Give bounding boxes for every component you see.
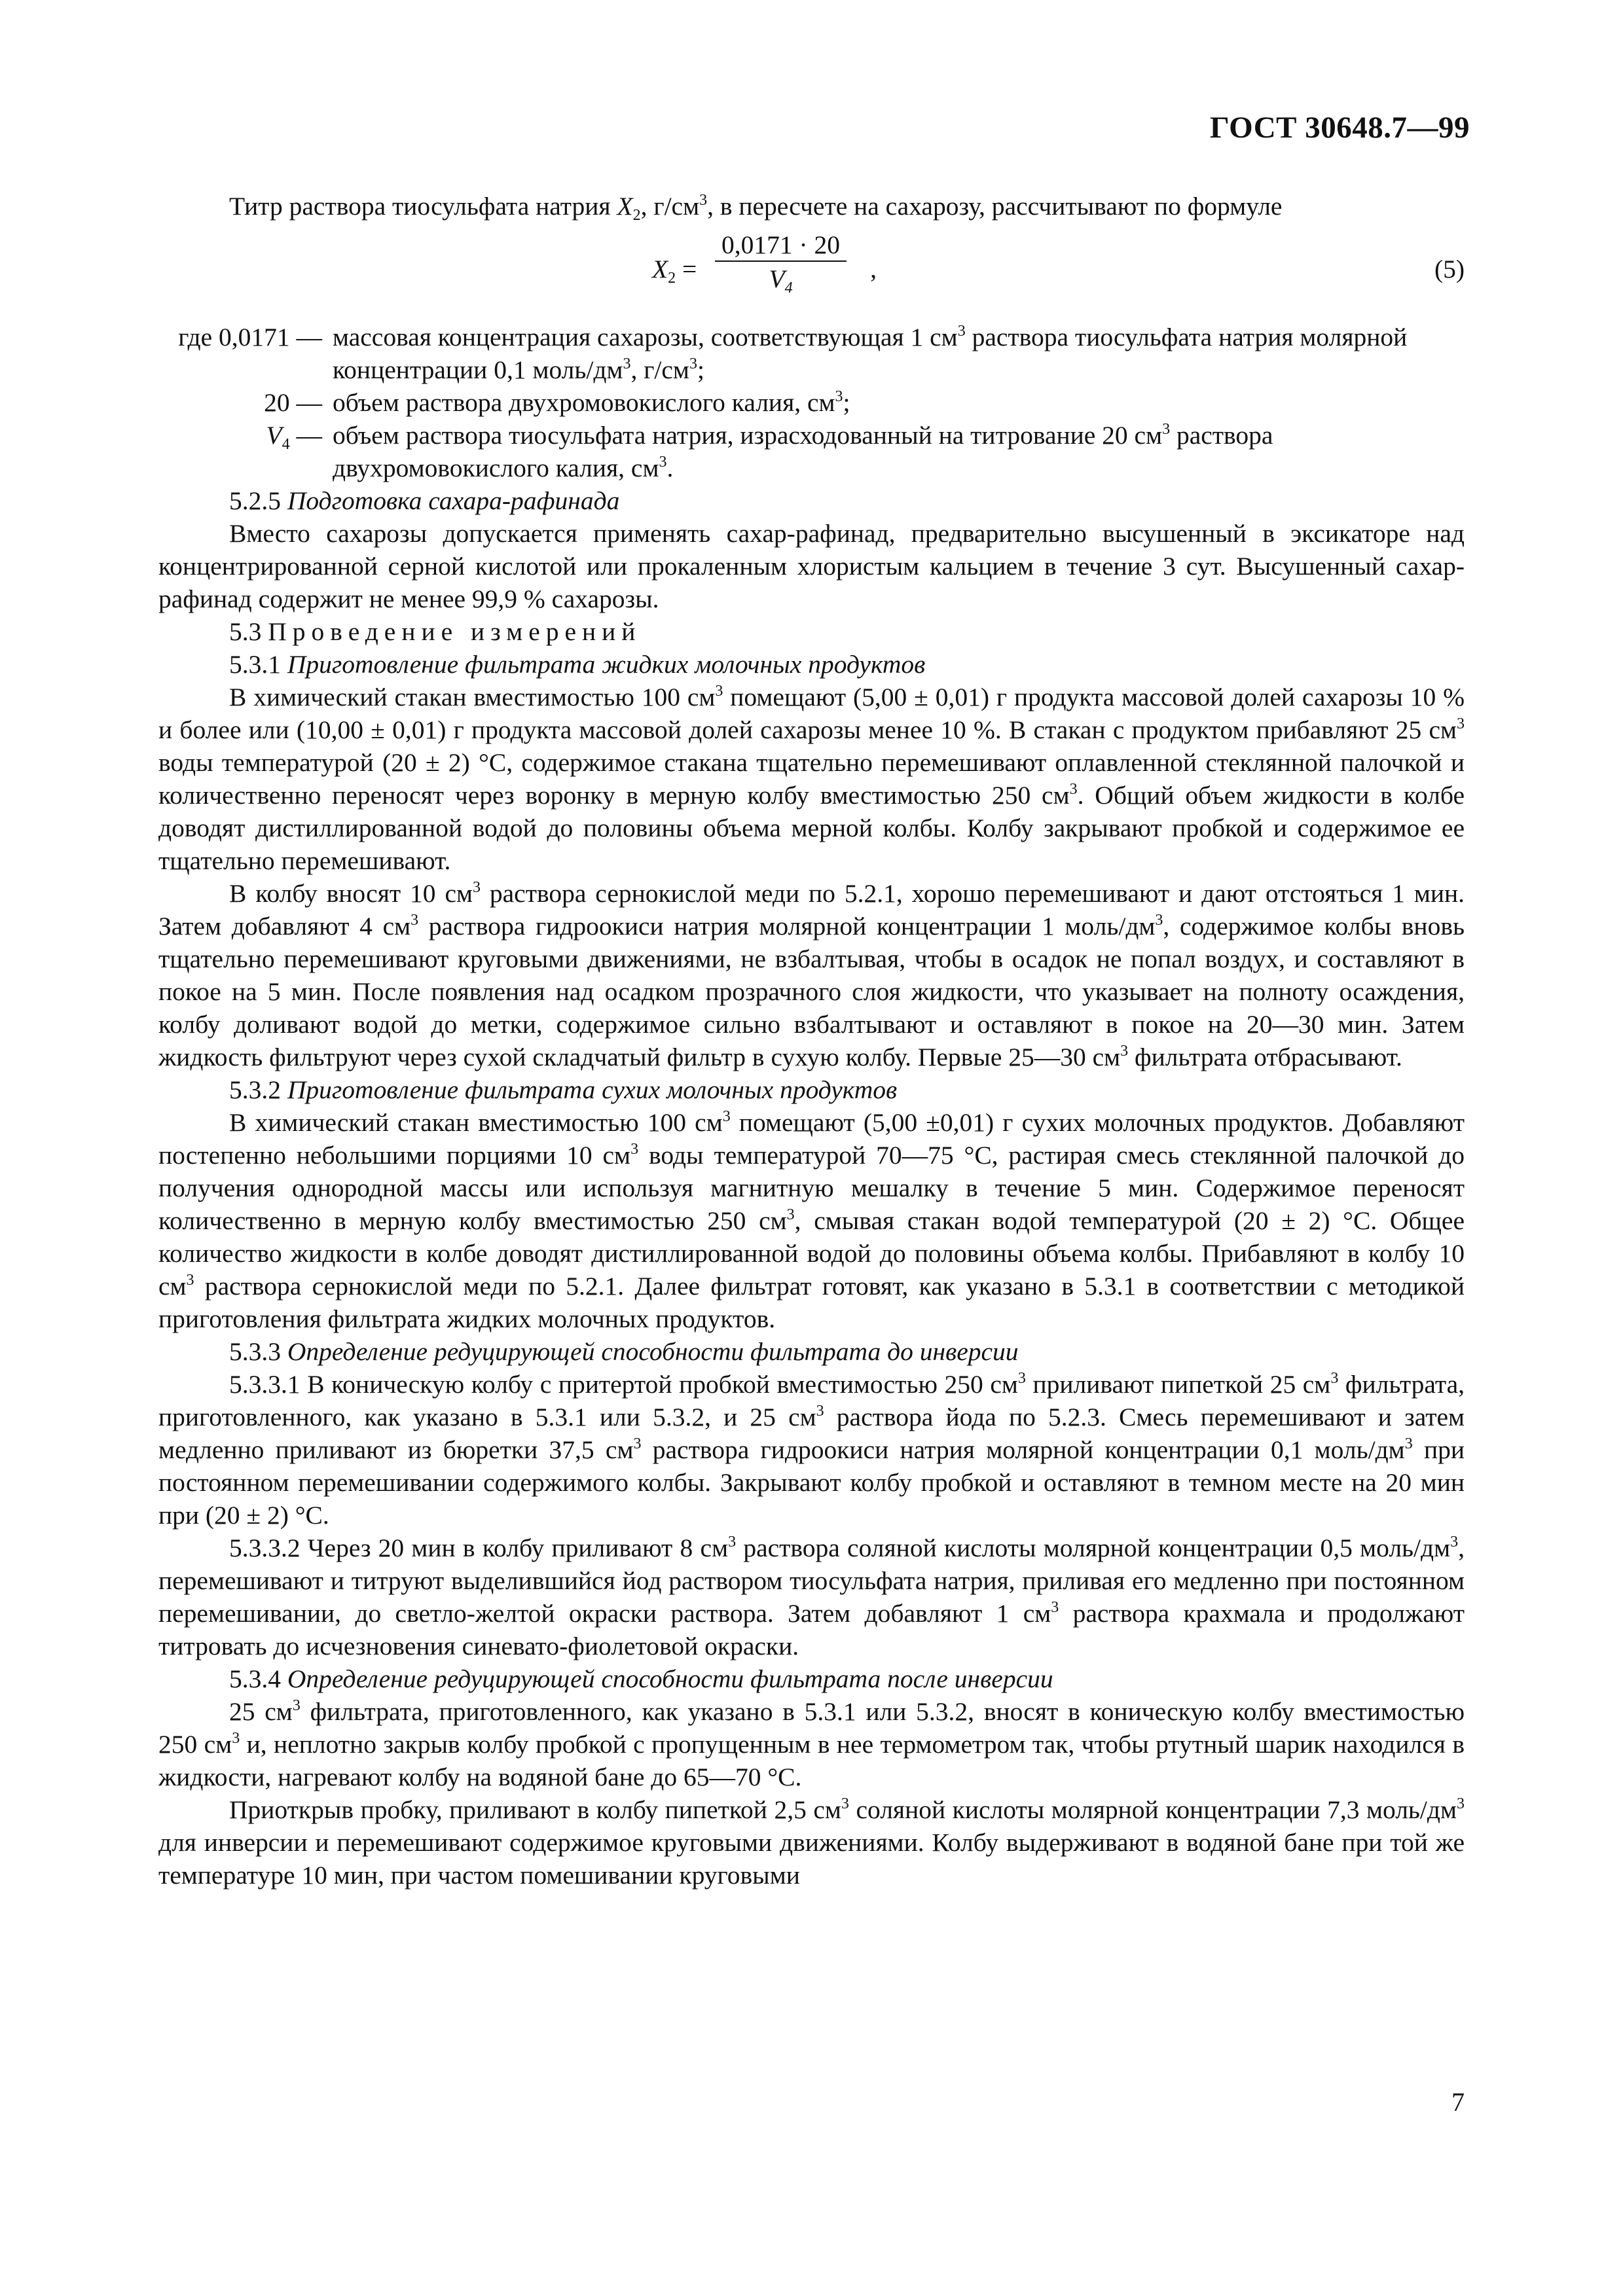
paragraph-text: помещают (5,00 ±0,01) г сухих молочных продуктов. Добавляют постепенно небольшими порциями 10 см: [158, 1108, 1465, 1170]
paragraph-text: 5.3.3.1 В коническую колбу с притертой пробкой вместимостью 250 см: [229, 1370, 1018, 1399]
legend-text-part: раствора тиосульфата натрия молярной концентрации 0,1 моль/дм: [333, 323, 1408, 384]
section-title: Определение редуцирующей способности фильтрата после инверсии: [287, 1664, 1053, 1693]
section-number: 5.3: [229, 617, 262, 646]
superscript: 3: [689, 355, 697, 372]
paragraph-text: раствора йода по 5.2.3. Смесь перемешивают и затем медленно приливают из бюретки 37,5 см: [158, 1403, 1465, 1464]
formula-comma: ,: [870, 255, 877, 283]
superscript: 3: [659, 454, 667, 471]
paragraph-text: раствора гидроокиси натрия молярной концентрации 1 моль/дм: [418, 912, 1156, 941]
paragraph-text: раствора сернокислой меди по 5.2.1, хорошо перемешивают и дают отстояться 1 мин. Затем добавляют 4 см: [158, 879, 1465, 941]
superscript: 3: [1457, 715, 1465, 732]
legend-text: [333, 321, 1465, 386]
formula-lhs: $X_2$ =: [652, 255, 697, 287]
paragraph-text: воды температурой (20 ± 2) °С, содержимое стакана тщательно перемешивают оплавленной стеклянной палочкой и количественно переносят через воронку в мерную колбу вместимостью 250 см: [158, 748, 1465, 810]
paragraph-text: помещают (5,00 ± 0,01) г продукта массовой долей сахарозы 10 % и более или (10,00 ± 0,01) г продукта массовой долей сахарозы менее 10 %. В стакан с продуктом прибавляют 25 см: [158, 683, 1465, 744]
paragraph: [158, 1532, 1465, 1662]
formula-intro-text: Титр раствора тиосульфата натрия: [229, 192, 617, 221]
section-heading: [158, 1335, 1465, 1368]
legend-text-part: ;: [697, 355, 704, 384]
legend-key: где 0,0171 —: [178, 323, 322, 351]
superscript: 3: [623, 355, 631, 372]
paragraph-text: и, неплотно закрыв колбу пробкой с пропущенным в нее термометром так, чтобы ртутный шарик находился в жидкости, нагревают колбу на водяной бане до 65—70 °С.: [158, 1730, 1465, 1791]
paragraph-text: соляной кислоты молярной концентрации 7,3 моль/дм: [848, 1795, 1457, 1824]
superscript: 3: [633, 1435, 642, 1452]
section-heading: [158, 1073, 1465, 1106]
superscript: 3: [232, 1730, 240, 1747]
superscript: 3: [957, 323, 966, 340]
superscript: 3: [816, 1403, 824, 1420]
superscript: 3: [1330, 1370, 1339, 1387]
legend-text-part: ;: [843, 388, 850, 417]
legend-key: 20 —: [264, 388, 322, 417]
superscript: 3: [1162, 421, 1171, 438]
superscript: 3: [1404, 1435, 1413, 1452]
formula-numerator: 0,0171 · 20: [715, 229, 847, 262]
formula-intro-unit: , г/см: [640, 192, 700, 221]
superscript: 3: [186, 1272, 194, 1289]
legend-text-part: массовая концентрация сахарозы, соответствующая 1 см: [333, 323, 958, 351]
legend-text-part: объем раствора двухромовокислого калия, см: [333, 388, 835, 417]
superscript: 3: [728, 1534, 737, 1551]
section-heading: [158, 648, 1465, 681]
legend-text-part: объем раствора тиосульфата натрия, израсходованный на титрование 20 см: [333, 421, 1163, 450]
superscript: 3: [1450, 1534, 1459, 1551]
section-title: Приготовление фильтрата сухих молочных продуктов: [287, 1075, 898, 1104]
legend-key-subscript: 4: [282, 436, 290, 453]
paragraph-text: фильтрата отбрасывают.: [1128, 1043, 1402, 1071]
superscript: 3: [841, 1795, 849, 1812]
formula-intro-superscript: 3: [699, 192, 708, 209]
paragraph-text: раствора сернокислой меди по 5.2.1. Далее фильтрат готовят, как указано в 5.3.1 в соответствии с методикой приготовления фильтрата жидких молочных продуктов.: [158, 1272, 1465, 1333]
paragraph-text: 25 см: [229, 1697, 293, 1726]
superscript: 3: [1120, 1043, 1129, 1060]
paragraph-text: . Общий объем жидкости в колбе доводят дистиллированной водой до половины объема мерной колбы. Колбу закрывают пробкой и содержимое ее тщательно перемешивают.: [158, 781, 1465, 875]
superscript: 3: [786, 1206, 795, 1223]
section-title: Определение редуцирующей способности фильтрата до инверсии: [287, 1337, 1019, 1366]
paragraph-text: воды температурой 70—75 °С, растирая смесь стеклянной палочкой до получения однородной массы или используя магнитную мешалку в течение 5 мин. Содержимое переносят количественно в мерную колбу вместимостью 250 см: [158, 1141, 1465, 1235]
paragraph-text: , содержимое колбы вновь тщательно перемешивают круговыми движениями, не взбалтывая, чтобы в осадок не попал воздух, и составляют в покое на 5 мин. После появления над осадком прозрачного слоя жидкости, что указывает на полноту осаждения, колбу доливают водой до метки, содержимое сильно взбалтывают и оставляют в покое на 20—30 мин. Затем жидкость фильтруют через сухой складчатый фильтр в сухую колбу. Первые 25—30 см: [158, 912, 1465, 1071]
superscript: 3: [835, 388, 843, 405]
superscript: 3: [722, 1108, 731, 1125]
formula-intro: [158, 190, 1465, 223]
paragraph: [158, 877, 1465, 1073]
formula-denominator-subscript: 4: [784, 279, 793, 296]
section-heading: [158, 615, 1465, 648]
formula-5: [158, 226, 1465, 312]
paragraph-text: В химический стакан вместимостью 100 см: [229, 683, 716, 711]
formula-lhs-variable: X: [652, 255, 668, 283]
formula-intro-subscript: 2: [632, 207, 641, 224]
paragraph-text: В химический стакан вместимостью 100 см: [229, 1108, 723, 1137]
legend-text-part: раствора двухромовокислого калия, см: [333, 421, 1273, 482]
legend-text: [333, 386, 1465, 419]
paragraph-text: раствора соляной кислоты молярной концентрации 0,5 моль/дм: [736, 1534, 1451, 1562]
paragraph-text: приливают пипеткой 25 см: [1025, 1370, 1331, 1399]
page-number: 7: [1451, 2087, 1465, 2117]
section-title: Подготовка сахара-рафинада: [287, 486, 620, 515]
formula-denominator: [715, 262, 847, 296]
superscript: 3: [472, 879, 481, 896]
formula-number: (5): [1434, 255, 1465, 283]
paragraph-text: раствора гидроокиси натрия молярной концентрации 0,1 моль/дм: [641, 1435, 1405, 1464]
paragraph-text: фильтрата, приготовленного, как указано в 5.3.1 или 5.3.2, вносят в коническую колбу вместимостью 250 см: [158, 1697, 1465, 1759]
section-number: 5.3.3: [229, 1337, 281, 1366]
paragraph: [158, 1106, 1465, 1335]
superscript: 3: [715, 683, 723, 700]
paragraph-text: Приоткрыв пробку, приливают в колбу пипеткой 2,5 см: [229, 1795, 841, 1824]
legend-key: [158, 419, 333, 484]
superscript: 3: [1155, 912, 1163, 929]
paragraph-text: В колбу вносят 10 см: [229, 879, 473, 908]
paragraph: Вместо сахарозы допускается применять сахар-рафинад, предварительно высушенный в эксикаторе над концентрированной серной кислотой или прокаленным хлористым кальцием в течение 3 сут. Высушенный сахар-рафинад содержит не менее 99,9 % сахарозы.: [158, 519, 1465, 613]
section-heading: [158, 1662, 1465, 1695]
paragraph: [158, 1695, 1465, 1793]
legend-text-part: , г/см: [630, 355, 689, 384]
paragraph-text: 5.3.3.2 Через 20 мин в колбу приливают 8 см: [229, 1534, 729, 1562]
superscript: 3: [292, 1697, 301, 1714]
superscript: 3: [410, 912, 419, 929]
paragraph-text: при постоянном перемешивании содержимого колбы. Закрывают колбу пробкой и оставляют в темном месте на 20 мин при (20 ± 2) °С.: [158, 1435, 1465, 1530]
superscript: 3: [1017, 1370, 1026, 1387]
paragraph-text: , смывая стакан водой температурой (20 ± 2) °С. Общее количество жидкости в колбе доводят дистиллированной водой до половины объема колбы. Прибавляют в колбу 10 см: [158, 1206, 1465, 1300]
section-number: 5.2.5: [229, 486, 281, 515]
formula-intro-variable: X: [617, 192, 633, 221]
superscript: 3: [1051, 1599, 1059, 1616]
section-heading: [158, 484, 1465, 517]
paragraph-text: , перемешивают и титруют выделившийся йод раствором тиосульфата натрия, приливая его медленно при постоянном перемешивании, до светло-желтой окраски раствора. Затем добавляют 1 см: [158, 1534, 1465, 1628]
paragraph: [158, 1368, 1465, 1532]
formula-fraction: [652, 229, 877, 296]
section-number: 5.3.2: [229, 1075, 281, 1104]
paragraph: [158, 1793, 1465, 1892]
superscript: 3: [630, 1141, 639, 1158]
paragraph-text: фильтрата, приготовленного, как указано в 5.3.1 или 5.3.2, и 25 см: [158, 1370, 1465, 1431]
formula-intro-tail: , в пересчете на сахарозу, рассчитывают по формуле: [707, 192, 1283, 221]
formula-legend: [158, 321, 1465, 484]
section-title: Проведение измерений: [268, 617, 642, 646]
paragraph: [158, 681, 1465, 877]
formula-denominator-variable: V: [769, 264, 785, 293]
legend-key-dash: —: [289, 421, 322, 450]
section-number: 5.3.4: [229, 1664, 281, 1693]
formula-lhs-subscript: 2: [668, 270, 676, 287]
section-number: 5.3.1: [229, 650, 281, 679]
superscript: 3: [1069, 781, 1078, 798]
paragraph-text: раствора крахмала и продолжают титровать до исчезновения синевато-фиолетовой окраски.: [158, 1599, 1465, 1660]
document-body: [158, 190, 1465, 1892]
legend-text: [333, 419, 1465, 484]
section-title: Приготовление фильтрата жидких молочных продуктов: [287, 650, 926, 679]
legend-key-variable: V: [266, 421, 282, 450]
superscript: 3: [1457, 1795, 1465, 1812]
legend-text-part: .: [666, 454, 674, 482]
document-code-header: ГОСТ 30648.7—99: [1209, 111, 1470, 145]
paragraph-text: для инверсии и перемешивают содержимое круговыми движениями. Колбу выдерживают в водяной бане при той же температуре 10 мин, при частом помешивании круговыми: [158, 1828, 1465, 1890]
